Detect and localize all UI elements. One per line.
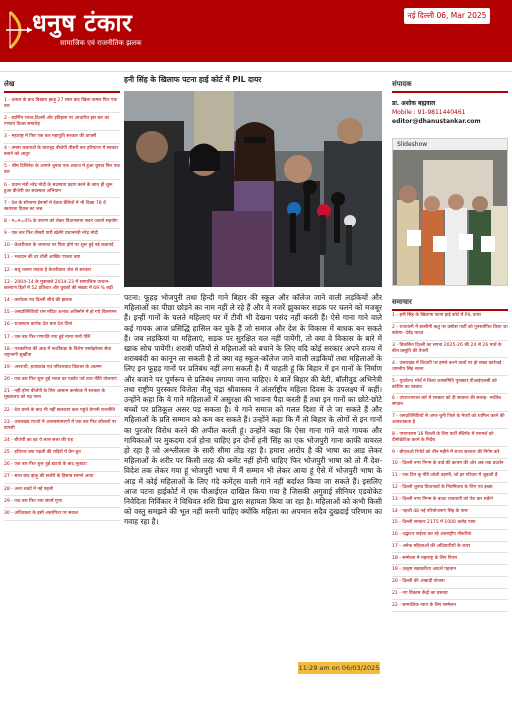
list-item[interactable]: 22 - देश बनने के बाद भी नहीं छलकाएं कल पहुंचे बेगानी राजनीति xyxy=(4,405,120,417)
header-divider xyxy=(0,62,512,72)
list-item[interactable]: 6 - प्रधान मंत्री नरेंद्र मोदी के सदस्यता प्रहण करने के साथ ही शुरू हुआ बीजेपी का सदस्यता अभियान xyxy=(4,180,120,198)
list-item[interactable]: 2 - राजधानी में बरसीनी ऋतु पर कांग्रेस पार्टी को पुनर्स्थापित किया जा सकेगा- देवेंद्र यादव xyxy=(392,323,508,341)
editor-email[interactable]: editor@dhanustankar.com xyxy=(392,118,481,125)
list-item[interactable]: 2 - स्वर्णिम भारत,दिल्ली और इतिहास पर आधारित इस बार का गणतंत्र दिवस समारोह xyxy=(4,113,120,131)
list-item[interactable]: 19 - अपराधी, हत्याकांड एवं परिवारवाद विकास के आत्मन xyxy=(4,362,120,374)
list-item[interactable]: 28 - अन्य शब्दों में नई पहली xyxy=(4,484,120,496)
site-logo[interactable] xyxy=(4,6,204,56)
list-item[interactable]: 12 - दिल्ली चुनाव विधायकों के नियमितता के लिए एवं इच्छा xyxy=(392,483,508,495)
list-item[interactable]: 9 - एक बार फिर तीसरी पारी खेलेंगे प्रधानमंत्री नरेंद्र मोदी xyxy=(4,229,120,241)
site-tagline: सामाजिक एवं राजनीतिक झलक xyxy=(60,39,142,47)
list-item[interactable]: 14 - पहली 48 नई परियोजनाएं सिंह के पास xyxy=(392,506,508,518)
article-column xyxy=(124,72,386,720)
list-item[interactable]: 7 - देश के सौभाग्य ईनामों में देवता बैलियों में भी दिखा 78 वें स्वतंत्रता दिवस का जश्न xyxy=(4,198,120,216)
slideshow[interactable] xyxy=(392,138,508,286)
list-item[interactable]: 15 - जनप्रतिनिधियों राम मंदिरा अभाव अलिमोने में हो गये विलगमन xyxy=(4,308,120,320)
site-header xyxy=(0,0,512,62)
list-item[interactable]: 16 - उद्घाटन पाईला कर रहे अंतराष्ट्रीय नौकरियां xyxy=(392,530,508,542)
list-item[interactable]: 8 - एमएफएम 16 दिल्ली के लिए पार्टी सेंटिमेंट में परामर्श को दीमोक्रेटिक करने के निर्देश xyxy=(392,429,508,447)
slideshow-image[interactable] xyxy=(393,150,507,285)
list-item[interactable]: 8 - न=न=4% के कारण को लेकर विधानसभा सदन जताने सहयोग xyxy=(4,216,120,228)
list-item[interactable]: 4 - उत्तराखंड में विधायी पर हमले करने वालों पर हो सख्त कार्रवाई : धामनीय सिंह सरना xyxy=(392,358,508,376)
site-title: धनुष टंकार xyxy=(32,8,133,37)
list-item[interactable]: 24 - बीजेपी का हट ये लाल सत्ता की राह xyxy=(4,435,120,447)
articles-heading: लेख xyxy=(4,80,120,93)
article-body: पटना: फूहड़ भोजपुरी तथा हिन्दी गाने बिहार की स्कूल और कॉलेज जाने वाली लड़कियों और महिलाओं का पीछा छोड़ने का नाम नहीं ले रहे हैं और वे नजरें झुकाकर सड़क पर चलने को मजबूर हैं। इन्हीं गानों के चलते महिलाएं घर में टीवी भी देखना पसंद नहीं करती हैं। ऐसे गाना गाने वाले कई गायक आज प्रसिद्धि हासिल कर चुके हैं जो समाज और देश के विकास में बाधक बन सकते हैं। जब लड़कियां या महिलाएं, सड़क पर सुरक्षित चल नहीं पायेंगी, तो क्या वे विकास के बारे में खाक सोच पायेंगी। शराबी पतियों से महिलाओं को बचाने के लिए यदि कोई सरकार अपने राज्य में शराबबंदी का कानून ला सकती है तो क्या वह स्कूल-कॉलेज जाने वाली लड़कियों तथा महिलाओं के लिए इन फूहड़ गानों पर प्रतिबंध नहीं लगा सकती है। मैं चाहती हूं कि बिहार में इन गानों के निर्माण और बजाने पर पूर्णरूप से प्रतिबंध लगाया जाना चाहिए। ये बातें बिहार की बेटी, बॉलीवुड अभिनेत्री तथा राष्ट्रीय पुरस्कार विजेता नीतू चंद्रा श्रीवास्तव ने अंतर्राष्ट्रीय महिला दिवस के उपलक्ष्य में कहीं। उन्होंने कहा कि ये गाने महिलाओं में असुरक्षा की भावना पैदा करती हैं तथा इन गानों का छोटे-छोटे बच्चों पर प्रतिकूल असर पड़ सकता है। ये गाने समाज को गलत दिशा में ले जा सकते हैं और महिलाओं के प्रति सम्मान को कम कर सकते हैं। उन्होंने कहा कि मैं तो बिहार के लोगों से इन गानों का पुरजोर विरोध करने की अपील करती हूं। उन्होंने कहा कि ऐसा गाना गाने वाले गायक और गायिकाओं पर मुकदमा दर्ज होना चाहिए इन दोनों हनी सिंह का एक भोजपुरी गाना काफी वायरल हो रहा है जो अश्लीलता के सारी सीमा तोड़ रहा है। हमारा आरोप है की भाषा का आड़ लेकर महिलाओं के शरीर पर किसी तरह की कमेंट नहीं होनी चाहिए फिर भोजपुरी भाषा को तो मैं देश-विदेश तक लेकर गया हूं भोजपुरी भाषा में मैं सम्मान भी लेकर आया हूं ऐसे में भोजपुरी भाषा के आड़ में कोई महिलाओं के लिए गंदे कमेंट्स वाली गाने नहीं बर्दाश्त किया जा सकते हैं। इसलिए आज पटना हाईकोर्ट में एक पीआईएल दाखिल किया गया है जिसकी अगुवाई सीनियर एडवोकेट निवेदिता निर्विकार ने विधिवत शशि प्रिया द्वारा सहायता किया जा रहा है। महिलाओं को कभी किसी को वस्तु समझने की भूल नहीं करनी चाहिए क्योंकि महिला का अपमान सदैव दुखदाई परिणाम का गवाह रहा है। xyxy=(124,293,382,527)
list-item[interactable]: 15 - दिल्ली सरकार 2175 में 1000 करोड़ पाया xyxy=(392,518,508,530)
list-item[interactable]: 12 - बजूं चलना यादवा है केजरीवाल जेल से सरकार xyxy=(4,265,120,277)
slideshow-label: Slideshow xyxy=(393,139,507,150)
list-item[interactable]: 27 - साल बाद झाड़ू की सर्जरी के हिसाब सामने आया xyxy=(4,472,120,484)
list-item[interactable]: 16 - राजस्थान कर्णक देश बना देश चिनां xyxy=(4,320,120,332)
list-item[interactable]: 1 - दलाल के बाद बिखारा झाड़ू 27 साल बाद खिला कमल फिर एक बार xyxy=(4,95,120,113)
list-item[interactable]: 23 - उत्तराखंड राज्यों में आत्मसंघमरणों में एक बार फिर कौशलों पर वापसी xyxy=(4,417,120,435)
latest-news xyxy=(392,298,508,711)
list-item[interactable]: 14 - कर्नाटक नव दिल्ली सीधे की झलक xyxy=(4,295,120,307)
article-photo xyxy=(124,91,382,287)
list-item[interactable]: 10 - दिल्ली नगर निगम के वार्ड की कायम की ओर अब तक प्रदर्शन xyxy=(392,459,508,471)
list-item[interactable]: 3 - विकसित दिल्ली का सपना 2025-26 की 24 से 26 मार्च के बीच प्रस्तुति की तैयारी xyxy=(392,341,508,359)
article-title: हनी सिंह के खिलाफ पटना हाई कोर्ट में PIL दायर xyxy=(124,75,262,84)
list-item[interactable]: 20 - एक बार फिर शुरू हुई भारत का एडवेंट पर्व तथा नीति योजनाएं xyxy=(4,375,120,387)
editor-heading: संपादक xyxy=(392,80,508,93)
press-crowd-image xyxy=(124,91,382,287)
list-item[interactable]: 11 - एक दिन कृ नेति जोशी वहामी, जो हर परिवार में जुड़ाती हैं xyxy=(392,471,508,483)
list-item[interactable]: 5 - यूथवेल्थ भोर्चे ने किया जनसमिति पुरस्कार,पीआईएलसी को कोचिंग का प्रस्ताव xyxy=(392,376,508,394)
list-item[interactable]: 29 - एक बार फिर नया संघर्ष गुणा xyxy=(4,496,120,508)
list-item[interactable]: 21 - नए विकास केंद्रों का प्रस्ताव xyxy=(392,589,508,601)
date-display: नई दिल्ली 06, Mar 2025 xyxy=(404,8,490,24)
list-item[interactable]: 19 - उत्कृष्ट सहकारिता आदर्श पहचान xyxy=(392,565,508,577)
list-item[interactable]: 9 - बीएलओ रिपोर्ट को तीन महीने में राज्य सरकार की निर्गम करें xyxy=(392,447,508,459)
list-item[interactable]: 17 - अनेक महिलाओं की अधिकारियों के ऊपर xyxy=(392,542,508,554)
latest-heading: समाचार xyxy=(392,298,508,311)
list-item[interactable]: 17 - एक बार फिर गणपति गया हुई मामा पानी पेलिं xyxy=(4,332,120,344)
list-item[interactable]: 25 - हथियार क्या पहली की राहिरों में प्रेम बुध xyxy=(4,448,120,460)
latest-list xyxy=(392,311,508,711)
list-item[interactable]: 30 - अधिवक्ता के इसी अंतरंगिता पर सवाल xyxy=(4,508,120,520)
list-item[interactable]: 21 - नहीं होगा बीजेपी के लिए आसान कर्नाटक में सरकार के मुख्यालय को पढ़ पाना xyxy=(4,387,120,405)
list-item[interactable]: 13 - 2004-14 के मुकाबले 2014-23 में सामाजिक उत्थान-कल्याण हितों में 52 प्रतिशत और युवकों की संख्या में 69 % बढ़ी xyxy=(4,277,120,295)
right-sidebar xyxy=(392,80,508,720)
list-item[interactable]: 7 - जनप्रतिनिधियों से अगर-चुनी जिले के मेयरों को शामिल करने की आवश्यकता है xyxy=(392,412,508,430)
list-item[interactable]: 13 - दिल्ली नगर निगम के बजट राजधानी को पेश कर सकेंगे xyxy=(392,494,508,506)
list-item[interactable]: 5 - श्रीष दिशिनेश के आगले चुनाव एक अंदाज में हुआ चुनाव फिर एक बार xyxy=(4,162,120,180)
bow-arrow-icon xyxy=(4,8,34,52)
list-item[interactable]: 10 - केजरीवाल के जमानत पर फिरा होने पर शुरू हुई नई कवायदें xyxy=(4,241,120,253)
list-item[interactable]: 11 - भवदान की दर धौनी आखिर पाजरा क्या xyxy=(4,253,120,265)
list-item[interactable]: 1 - हनी सिंह के खिलाफ पटना हाई कोर्ट में PIL दायर xyxy=(392,311,508,323)
list-item[interactable]: 18 - पत्रकारिता की आड़ में फर्जीवाड़ा के विशेष एसवेहरेबार सेवा राष्ट्रभागी सुर्खीया xyxy=(4,344,120,362)
list-item[interactable]: 26 - एक बार फिर शुरू हुई डाटावे के बाद लुकाटा xyxy=(4,460,120,472)
list-item[interactable]: 4 - तमाम कवायदों के बावजूद बीजेपी तीसरी बार हरियाणा में सरकार बनाने को आतुर xyxy=(4,144,120,162)
list-item[interactable]: 22 - सामाजिक न्याय के लिए सम्मेलन xyxy=(392,600,508,612)
list-item[interactable]: 6 - उपराज्यपाल बारे में सरकार को दी सरकार की सलाह- भरतिश संगठन xyxy=(392,394,508,412)
slideshow-photo xyxy=(393,150,507,285)
article-timestamp: 11:29 am on 06/03/2025 xyxy=(298,664,380,672)
articles-list xyxy=(4,95,120,715)
list-item[interactable]: 20 - दिल्ली की आबादी योजना xyxy=(392,577,508,589)
list-item[interactable]: 3 - महाराष्ट्र में फिर एक बार महायुति सरकार की वापसी xyxy=(4,131,120,143)
left-sidebar xyxy=(4,80,120,720)
list-item[interactable]: 18 - सम्मेलन में महाराष्ट्र के लिए नियम xyxy=(392,553,508,565)
editor-name: डा. अशोक बह्मवाल xyxy=(392,100,436,107)
editor-phone: Mobile : 91-9811440461 xyxy=(392,109,466,116)
